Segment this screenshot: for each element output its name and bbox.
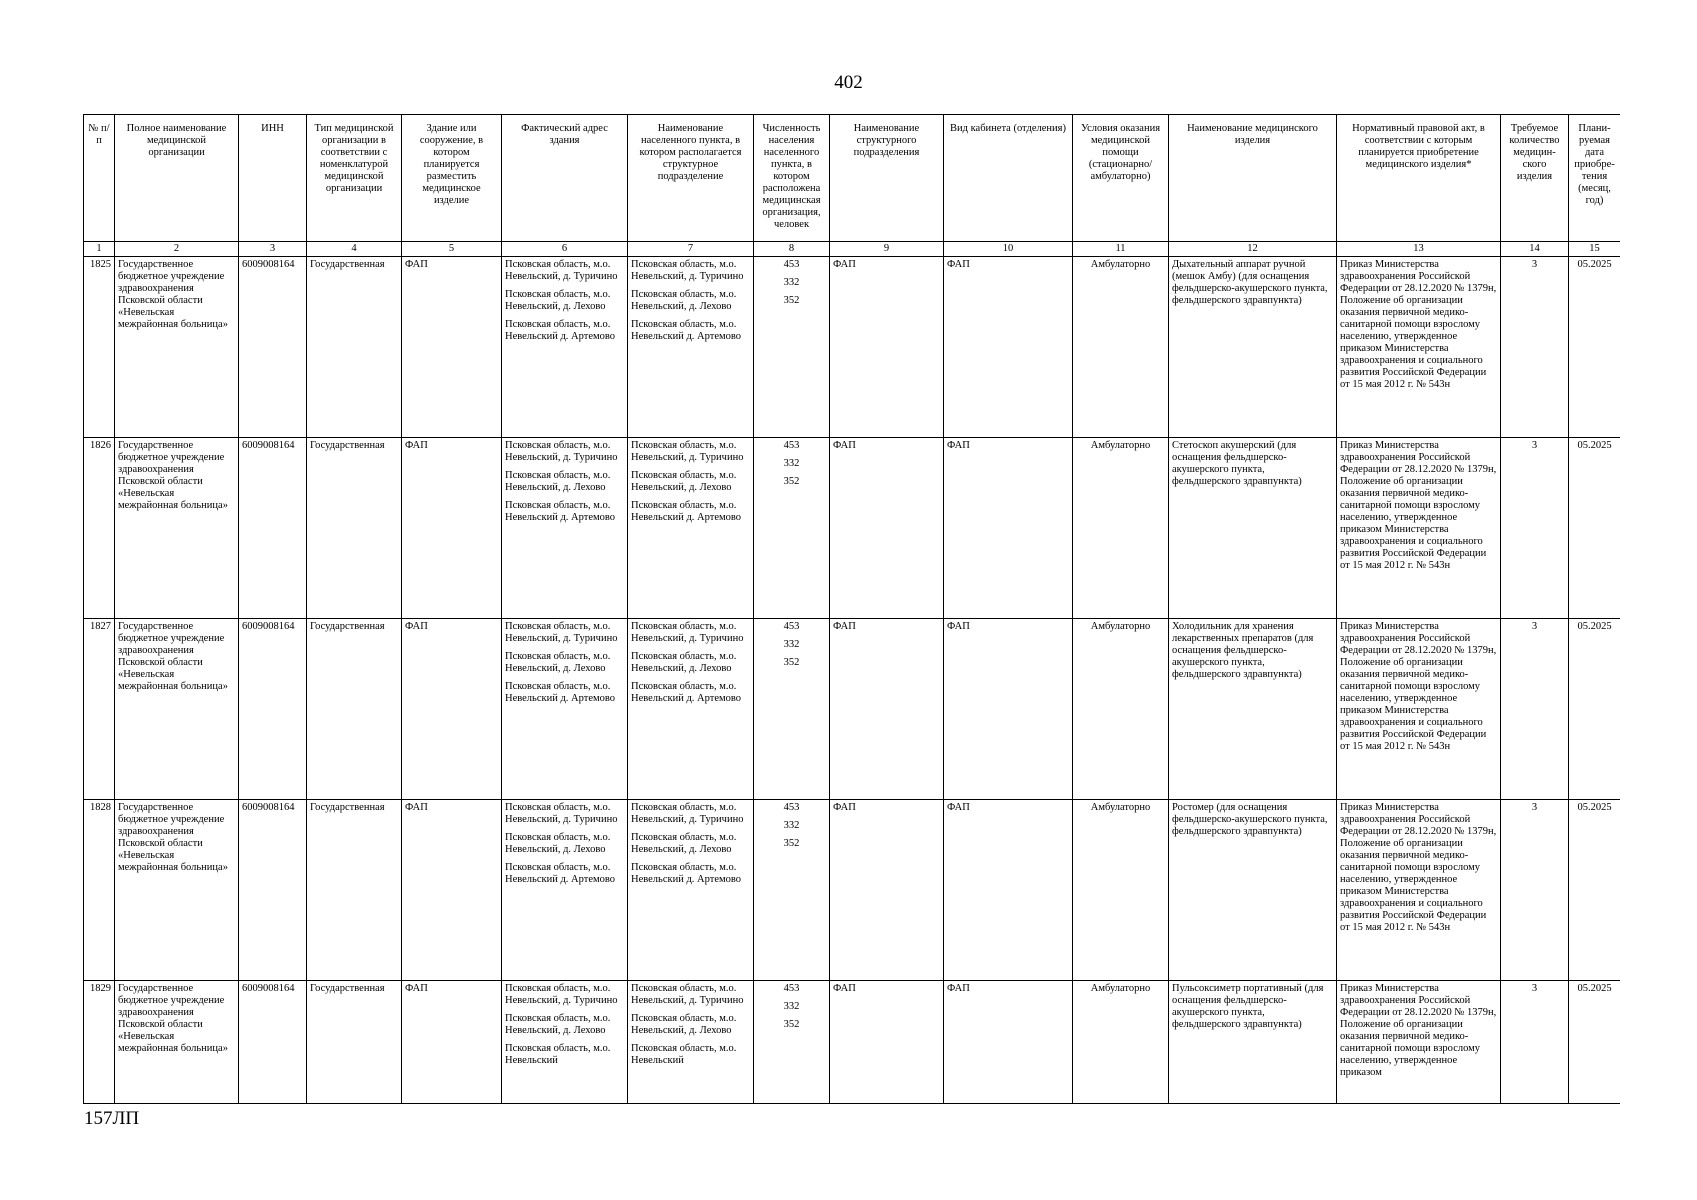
column-header-10: Вид кабинета (отделения) — [944, 115, 1073, 242]
required-quantity: 3 — [1501, 438, 1569, 619]
regulatory-act: Приказ Министерства здравоохранения Российской Федерации от 28.12.2020 № 1379н, Положение об организации оказания первичной медико-санитарной помощи взрослому населению, утвержденное приказом Министерства здравоохранения и социального развития Российской Федерации от 15 мая 2012 г. № 543н — [1337, 257, 1501, 438]
column-header-8: Численность населения населенного пункта, в котором расположена медицинская организация, человек — [754, 115, 830, 242]
population-value: 352 — [783, 838, 800, 849]
row-number: 1825 — [84, 257, 115, 438]
cabinet-type: ФАП — [944, 438, 1073, 619]
cabinet-type: ФАП — [944, 257, 1073, 438]
settlement-entry: Псковская область, м.о. Невельский, д. Лехово — [631, 832, 737, 855]
medical-device: Ростомер (для оснащения фельдшерско-акушерского пункта, фельдшерского здравпункта) — [1169, 800, 1337, 981]
population-value: 352 — [783, 476, 800, 487]
address-entry: Псковская область, м.о. Невельский д. Артемово — [505, 862, 616, 885]
address-entry: Псковская область, м.о. Невельский, д. Лехово — [505, 1013, 611, 1036]
settlement-name — [628, 800, 754, 981]
inn: 6009008164 — [239, 981, 307, 1104]
address-entry: Псковская область, м.о. Невельский, д. Туричино — [505, 802, 618, 825]
address-entry: Псковская область, м.о. Невельский, д. Лехово — [505, 289, 611, 312]
column-number-6: 6 — [502, 242, 628, 257]
column-number-8: 8 — [754, 242, 830, 257]
planned-date: 05.2025 — [1569, 438, 1621, 619]
actual-address — [502, 981, 628, 1104]
equipment-table — [83, 114, 1620, 1104]
actual-address — [502, 438, 628, 619]
column-number-11: 11 — [1073, 242, 1169, 257]
regulatory-act: Приказ Министерства здравоохранения Российской Федерации от 28.12.2020 № 1379н, Положение об организации оказания первичной медико-санитарной помощи взрослому населению, утвержденное приказом Министерства здравоохранения и социального развития Российской Федерации от 15 мая 2012 г. № 543н — [1337, 619, 1501, 800]
cabinet-type: ФАП — [944, 800, 1073, 981]
population-value: 332 — [783, 277, 800, 288]
table-row — [84, 619, 1621, 800]
building: ФАП — [402, 257, 502, 438]
settlement-entry: Псковская область, м.о. Невельский, д. Туричино — [631, 983, 744, 1006]
population-value: 453 — [783, 621, 800, 632]
settlement-entry: Псковская область, м.о. Невельский, д. Туричино — [631, 621, 744, 644]
population-value: 352 — [783, 1019, 800, 1030]
structural-unit: ФАП — [830, 981, 944, 1104]
column-number-1: 1 — [84, 242, 115, 257]
population — [754, 438, 830, 619]
population-value: 453 — [783, 802, 800, 813]
building: ФАП — [402, 800, 502, 981]
regulatory-act: Приказ Министерства здравоохранения Российской Федерации от 28.12.2020 № 1379н, Положение об организации оказания первичной медико-санитарной помощи взрослому населению, утвержденное приказом — [1337, 981, 1501, 1104]
required-quantity: 3 — [1501, 981, 1569, 1104]
structural-unit: ФАП — [830, 619, 944, 800]
organization-type: Государственная — [307, 981, 402, 1104]
medical-device: Стетоскоп акушерский (для оснащения фельдшерско-акушерского пункта, фельдшерского здравпункта) — [1169, 438, 1337, 619]
structural-unit: ФАП — [830, 800, 944, 981]
planned-date: 05.2025 — [1569, 257, 1621, 438]
page-number: 402 — [834, 72, 863, 93]
inn: 6009008164 — [239, 619, 307, 800]
settlement-entry: Псковская область, м.о. Невельский, д. Лехово — [631, 651, 737, 674]
row-number: 1828 — [84, 800, 115, 981]
column-header-15: Плани-руемая дата приобре-тения (месяц, год) — [1569, 115, 1621, 242]
care-conditions: Амбулаторно — [1073, 619, 1169, 800]
inn: 6009008164 — [239, 800, 307, 981]
regulatory-act: Приказ Министерства здравоохранения Российской Федерации от 28.12.2020 № 1379н, Положение об организации оказания первичной медико-санитарной помощи взрослому населению, утвержденное приказом Министерства здравоохранения и социального развития Российской Федерации от 15 мая 2012 г. № 543н — [1337, 800, 1501, 981]
population-value: 332 — [783, 458, 800, 469]
structural-unit: ФАП — [830, 257, 944, 438]
settlement-entry: Псковская область, м.о. Невельский, д. Лехово — [631, 470, 737, 493]
column-header-6: Фактический адрес здания — [502, 115, 628, 242]
settlement-entry: Псковская область, м.о. Невельский — [631, 1043, 737, 1066]
population — [754, 619, 830, 800]
column-header-7: Наименование населенного пункта, в котором располагается структурное подразделение — [628, 115, 754, 242]
population-value: 332 — [783, 639, 800, 650]
settlement-entry: Псковская область, м.о. Невельский д. Артемово — [631, 319, 742, 342]
medical-device: Пульсоксиметр портативный (для оснащения фельдшерско-акушерского пункта, фельдшерского здравпункта) — [1169, 981, 1337, 1104]
table-header — [84, 115, 1621, 257]
medical-device: Дыхательный аппарат ручной (мешок Амбу) (для оснащения фельдшерско-акушерского пункта, фельдшерского здравпункта) — [1169, 257, 1337, 438]
required-quantity: 3 — [1501, 257, 1569, 438]
planned-date: 05.2025 — [1569, 981, 1621, 1104]
address-entry: Псковская область, м.о. Невельский, д. Туричино — [505, 621, 618, 644]
settlement-entry: Псковская область, м.о. Невельский, д. Туричино — [631, 802, 744, 825]
settlement-name — [628, 619, 754, 800]
address-entry: Псковская область, м.о. Невельский, д. Лехово — [505, 651, 611, 674]
column-number-10: 10 — [944, 242, 1073, 257]
care-conditions: Амбулаторно — [1073, 981, 1169, 1104]
organization-type: Государственная — [307, 800, 402, 981]
population — [754, 981, 830, 1104]
row-number: 1829 — [84, 981, 115, 1104]
row-number: 1827 — [84, 619, 115, 800]
inn: 6009008164 — [239, 257, 307, 438]
column-number-5: 5 — [402, 242, 502, 257]
address-entry: Псковская область, м.о. Невельский д. Артемово — [505, 500, 616, 523]
actual-address — [502, 257, 628, 438]
population-value: 453 — [783, 259, 800, 270]
planned-date: 05.2025 — [1569, 619, 1621, 800]
address-entry: Псковская область, м.о. Невельский, д. Туричино — [505, 440, 618, 463]
address-entry: Псковская область, м.о. Невельский, д. Лехово — [505, 832, 611, 855]
population-value: 332 — [783, 820, 800, 831]
address-entry: Псковская область, м.о. Невельский — [505, 1043, 611, 1066]
table-body — [84, 257, 1621, 1104]
column-header-13: Нормативный правовой акт, в соответствии с которым планируется приобретение медицинского изделия* — [1337, 115, 1501, 242]
organization-type: Государственная — [307, 257, 402, 438]
settlement-entry: Псковская область, м.о. Невельский д. Артемово — [631, 862, 742, 885]
settlement-name — [628, 438, 754, 619]
building: ФАП — [402, 981, 502, 1104]
building: ФАП — [402, 619, 502, 800]
column-header-12: Наименование медицинского изделия — [1169, 115, 1337, 242]
population-value: 332 — [783, 1001, 800, 1012]
planned-date: 05.2025 — [1569, 800, 1621, 981]
population-value: 352 — [783, 295, 800, 306]
organization-name: Государственное бюджетное учреждение здравоохранения Псковской области «Невельская межрайонная больница» — [115, 800, 239, 981]
column-number-4: 4 — [307, 242, 402, 257]
settlement-entry: Псковская область, м.о. Невельский, д. Лехово — [631, 1013, 737, 1036]
inn: 6009008164 — [239, 438, 307, 619]
organization-name: Государственное бюджетное учреждение здравоохранения Псковской области «Невельская межрайонная больница» — [115, 981, 239, 1104]
equipment-table-container — [83, 114, 1620, 1106]
column-header-2: Полное наименование медицинской организации — [115, 115, 239, 242]
header-row — [84, 115, 1621, 242]
column-header-3: ИНН — [239, 115, 307, 242]
address-entry: Псковская область, м.о. Невельский, д. Лехово — [505, 470, 611, 493]
population-value: 453 — [783, 440, 800, 451]
column-number-13: 13 — [1337, 242, 1501, 257]
population-value: 352 — [783, 657, 800, 668]
actual-address — [502, 619, 628, 800]
population — [754, 800, 830, 981]
care-conditions: Амбулаторно — [1073, 800, 1169, 981]
population — [754, 257, 830, 438]
column-header-11: Условия оказания медицинской помощи (стационарно/ амбулаторно) — [1073, 115, 1169, 242]
address-entry: Псковская область, м.о. Невельский, д. Туричино — [505, 983, 618, 1006]
footer-code: 157ЛП — [84, 1108, 140, 1129]
settlement-name — [628, 981, 754, 1104]
actual-address — [502, 800, 628, 981]
column-header-9: Наименование структурного подразделения — [830, 115, 944, 242]
column-header-5: Здание или сооружение, в котором планируется разместить медицинское изделие — [402, 115, 502, 242]
required-quantity: 3 — [1501, 619, 1569, 800]
table-row — [84, 981, 1621, 1104]
regulatory-act: Приказ Министерства здравоохранения Российской Федерации от 28.12.2020 № 1379н, Положение об организации оказания первичной медико-санитарной помощи взрослому населению, утвержденное приказом Министерства здравоохранения и социального развития Российской Федерации от 15 мая 2012 г. № 543н — [1337, 438, 1501, 619]
settlement-entry: Псковская область, м.о. Невельский д. Артемово — [631, 681, 742, 704]
table-row — [84, 438, 1621, 619]
address-entry: Псковская область, м.о. Невельский д. Артемово — [505, 319, 616, 342]
column-number-7: 7 — [628, 242, 754, 257]
table-row — [84, 800, 1621, 981]
settlement-entry: Псковская область, м.о. Невельский, д. Туричино — [631, 440, 744, 463]
care-conditions: Амбулаторно — [1073, 438, 1169, 619]
medical-device: Холодильник для хранения лекарственных препаратов (для оснащения фельдшерско-акушерского пункта, фельдшерского здравпункта) — [1169, 619, 1337, 800]
organization-name: Государственное бюджетное учреждение здравоохранения Псковской области «Невельская межрайонная больница» — [115, 619, 239, 800]
settlement-entry: Псковская область, м.о. Невельский, д. Туричино — [631, 259, 744, 282]
column-number-row — [84, 242, 1621, 257]
column-number-14: 14 — [1501, 242, 1569, 257]
cabinet-type: ФАП — [944, 981, 1073, 1104]
column-number-2: 2 — [115, 242, 239, 257]
address-entry: Псковская область, м.о. Невельский, д. Туричино — [505, 259, 618, 282]
address-entry: Псковская область, м.о. Невельский д. Артемово — [505, 681, 616, 704]
column-number-9: 9 — [830, 242, 944, 257]
column-header-1: № п/п — [84, 115, 115, 242]
required-quantity: 3 — [1501, 800, 1569, 981]
column-number-15: 15 — [1569, 242, 1621, 257]
building: ФАП — [402, 438, 502, 619]
organization-type: Государственная — [307, 438, 402, 619]
settlement-entry: Псковская область, м.о. Невельский, д. Лехово — [631, 289, 737, 312]
care-conditions: Амбулаторно — [1073, 257, 1169, 438]
column-header-4: Тип медицинской организации в соответствии с номенклатурой медицинской организации — [307, 115, 402, 242]
column-header-14: Требуемое количество медицин-ского изделия — [1501, 115, 1569, 242]
structural-unit: ФАП — [830, 438, 944, 619]
settlement-name — [628, 257, 754, 438]
organization-type: Государственная — [307, 619, 402, 800]
settlement-entry: Псковская область, м.о. Невельский д. Артемово — [631, 500, 742, 523]
row-number: 1826 — [84, 438, 115, 619]
table-row — [84, 257, 1621, 438]
column-number-12: 12 — [1169, 242, 1337, 257]
organization-name: Государственное бюджетное учреждение здравоохранения Псковской области «Невельская межрайонная больница» — [115, 438, 239, 619]
column-number-3: 3 — [239, 242, 307, 257]
cabinet-type: ФАП — [944, 619, 1073, 800]
organization-name: Государственное бюджетное учреждение здравоохранения Псковской области «Невельская межрайонная больница» — [115, 257, 239, 438]
population-value: 453 — [783, 983, 800, 994]
